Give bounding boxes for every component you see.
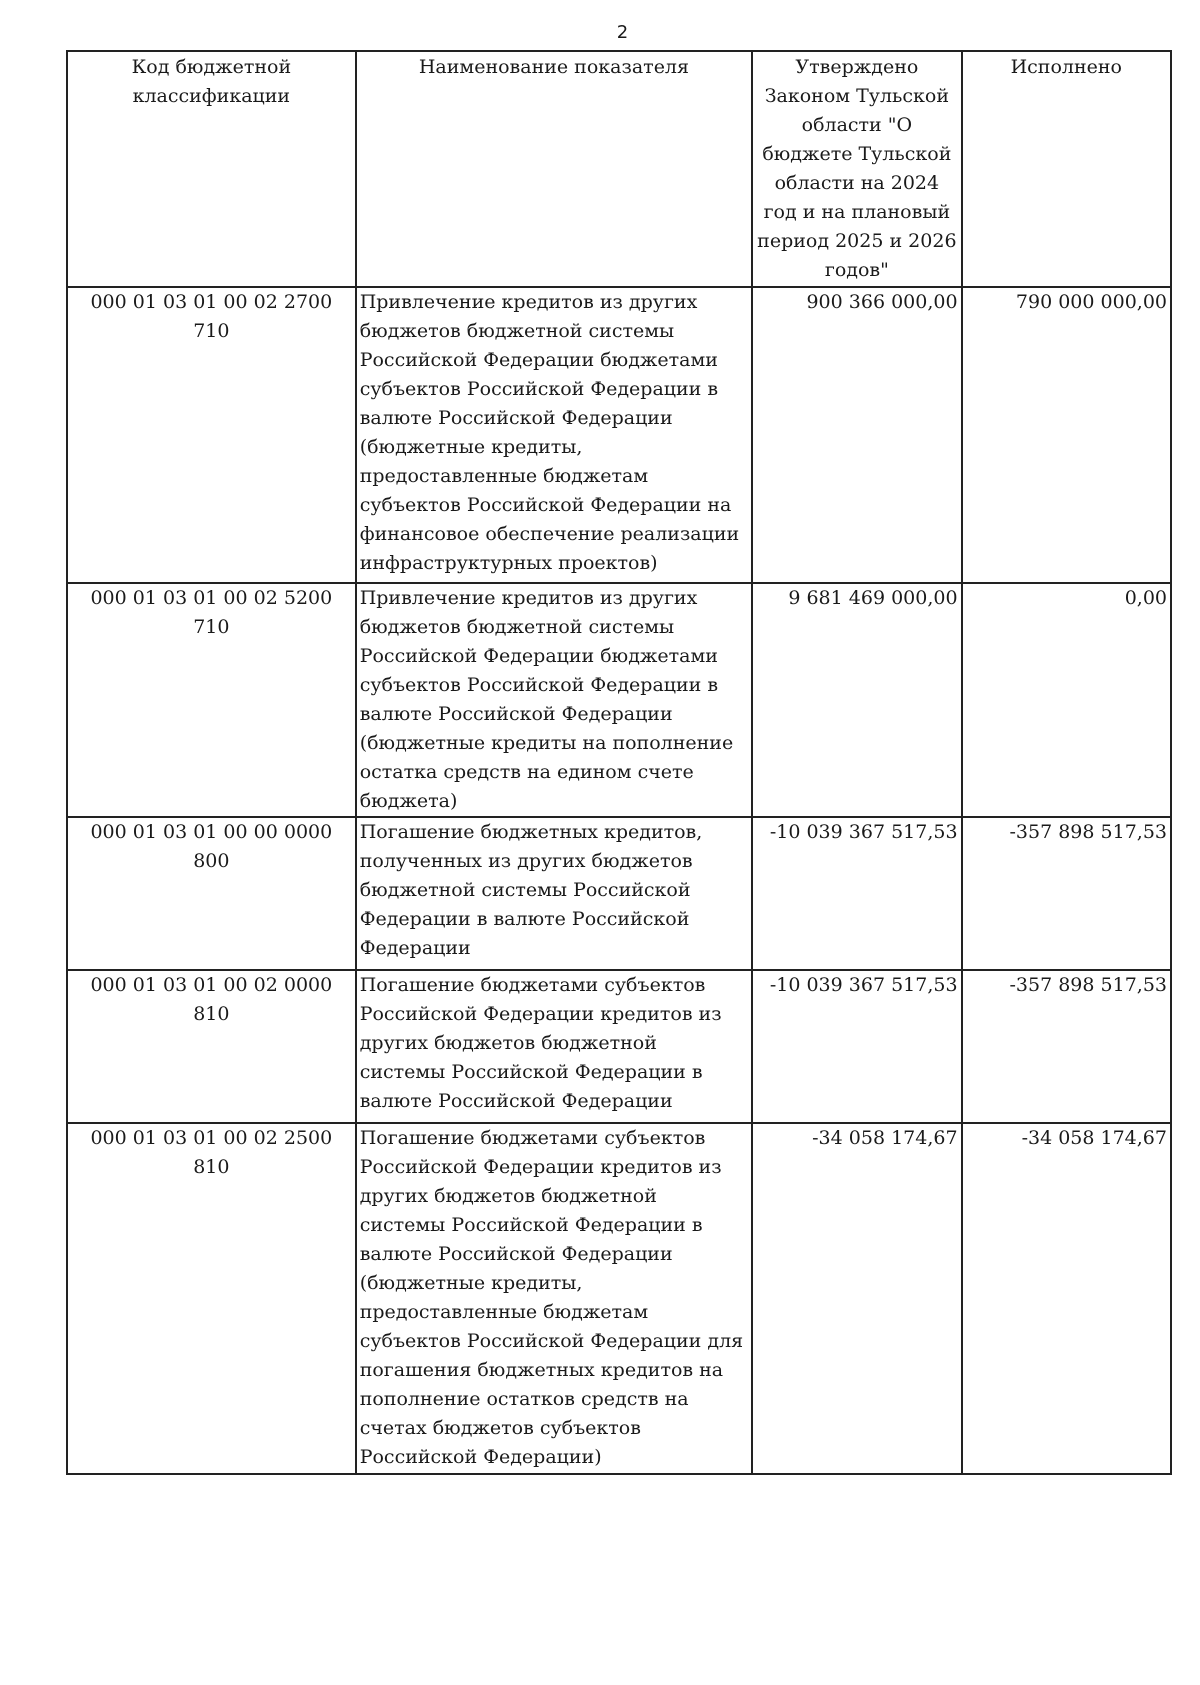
cell-executed: -34 058 174,67 bbox=[962, 1123, 1171, 1474]
table-row bbox=[67, 583, 1171, 817]
cell-name: Погашение бюджетами субъектов Российской Федерации кредитов из других бюджетов бюджетной системы Российской Федерации в валюте Российской Федерации bbox=[356, 970, 752, 1123]
cell-approved: -10 039 367 517,53 bbox=[752, 817, 961, 970]
cell-executed: 0,00 bbox=[962, 583, 1171, 817]
cell-name: Привлечение кредитов из других бюджетов бюджетной системы Российской Федерации бюджетами субъектов Российской Федерации в валюте Российской Федерации (бюджетные кредиты на пополнение остатка средств на едином счете бюджета) bbox=[356, 583, 752, 817]
cell-executed: -357 898 517,53 bbox=[962, 970, 1171, 1123]
cell-code: 000 01 03 01 00 02 5200 710 bbox=[67, 583, 356, 817]
cell-name: Погашение бюджетами субъектов Российской Федерации кредитов из других бюджетов бюджетной системы Российской Федерации в валюте Российской Федерации (бюджетные кредиты, предоставленные бюджетам субъектов Российской Федерации для погашения бюджетных кредитов на пополнение остатков средств на счетах бюджетов субъектов Российской Федерации) bbox=[356, 1123, 752, 1474]
table-header-row bbox=[67, 51, 1171, 287]
cell-executed: -357 898 517,53 bbox=[962, 817, 1171, 970]
header-approved: Утверждено Законом Тульской области "О бюджете Тульской области на 2024 год и на плановый период 2025 и 2026 годов" bbox=[752, 51, 961, 287]
table-row bbox=[67, 287, 1171, 583]
cell-code: 000 01 03 01 00 02 2700 710 bbox=[67, 287, 356, 583]
cell-name: Погашение бюджетных кредитов, полученных из других бюджетов бюджетной системы Российской Федерации в валюте Российской Федерации bbox=[356, 817, 752, 970]
cell-approved: 9 681 469 000,00 bbox=[752, 583, 961, 817]
cell-code: 000 01 03 01 00 02 2500 810 bbox=[67, 1123, 356, 1474]
cell-approved: -34 058 174,67 bbox=[752, 1123, 961, 1474]
cell-name: Привлечение кредитов из других бюджетов бюджетной системы Российской Федерации бюджетами субъектов Российской Федерации в валюте Российской Федерации (бюджетные кредиты, предоставленные бюджетам субъектов Российской Федерации на финансовое обеспечение реализации инфраструктурных проектов) bbox=[356, 287, 752, 583]
cell-approved: -10 039 367 517,53 bbox=[752, 970, 961, 1123]
cell-approved: 900 366 000,00 bbox=[752, 287, 961, 583]
page-number: 2 bbox=[616, 22, 629, 43]
table-row bbox=[67, 970, 1171, 1123]
cell-executed: 790 000 000,00 bbox=[962, 287, 1171, 583]
header-executed: Исполнено bbox=[962, 51, 1171, 287]
cell-code: 000 01 03 01 00 02 0000 810 bbox=[67, 970, 356, 1123]
table-row bbox=[67, 817, 1171, 970]
header-name: Наименование показателя bbox=[356, 51, 752, 287]
budget-table bbox=[66, 50, 1172, 1475]
cell-code: 000 01 03 01 00 00 0000 800 bbox=[67, 817, 356, 970]
table-row bbox=[67, 1123, 1171, 1474]
header-code: Код бюджетной классификации bbox=[67, 51, 356, 287]
